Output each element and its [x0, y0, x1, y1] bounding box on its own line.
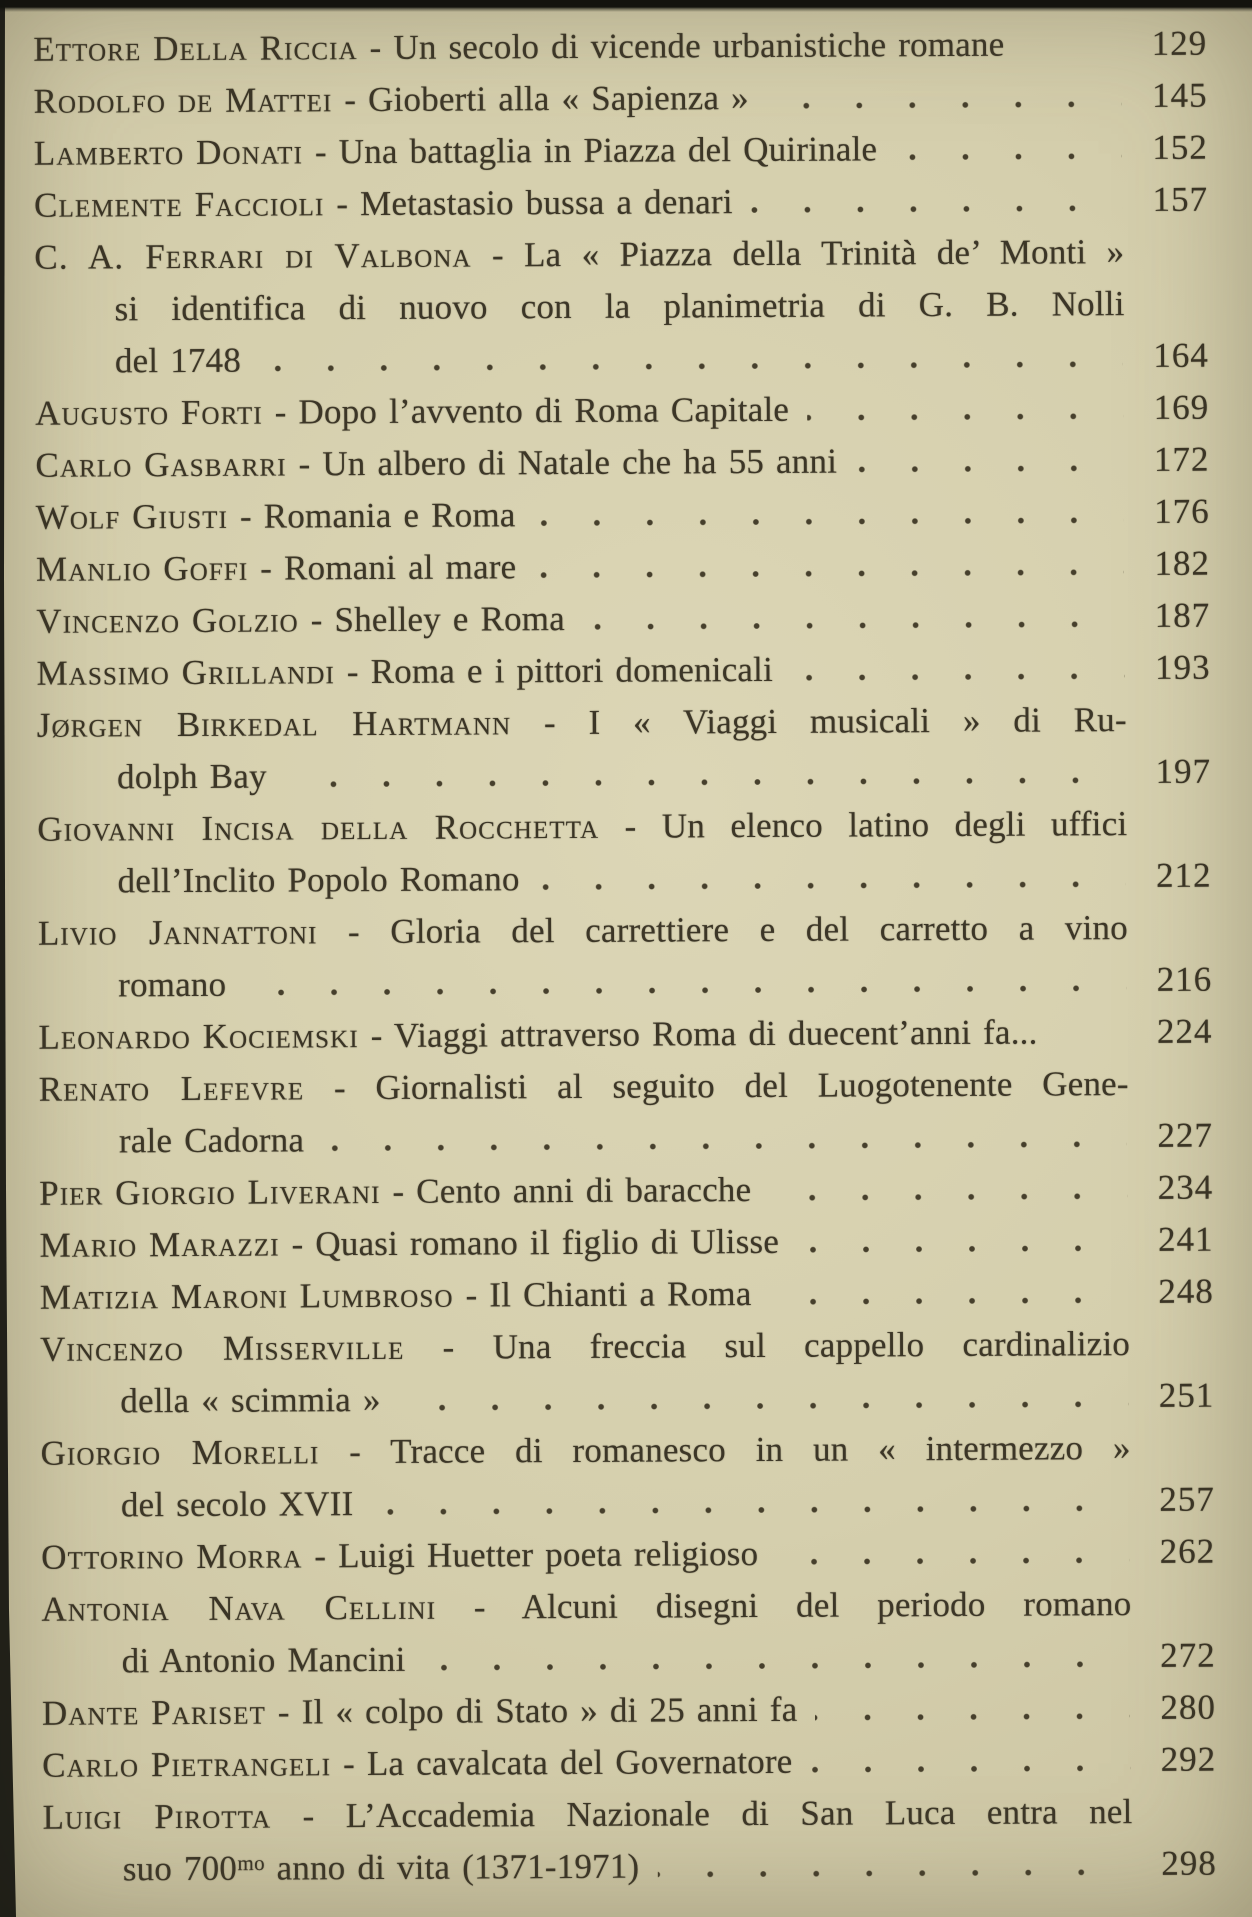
dot-leader [770, 1295, 1128, 1307]
toc-author: Wolf Giusti [35, 496, 229, 537]
toc-entry [36, 486, 1210, 544]
toc-author: Pier Giorgio Liverani [39, 1171, 381, 1213]
toc-line [119, 1110, 1213, 1168]
toc-line-text: dolph Bay [116, 756, 267, 797]
toc-author: Giovanni Incisa della Rocchetta [37, 806, 600, 849]
toc-line-text: Antonia Nava Cellini - Alcuni disegni del periodo romano [41, 1584, 1132, 1629]
toc-line-text: Livio Jannattoni - Gloria del carrettiere e del carretto a vino [37, 908, 1128, 953]
toc-author: Clemente Faccioli [33, 184, 325, 225]
page-number: 298 [1161, 1843, 1217, 1883]
toc-author: Massimo Grillandi [36, 652, 335, 693]
page-number: 280 [1160, 1687, 1217, 1727]
dot-leader [776, 1555, 1129, 1567]
dot-leader [583, 619, 1124, 632]
toc-entry [35, 434, 1209, 492]
dot-leader [767, 99, 1122, 111]
toc-entry [42, 1786, 1217, 1896]
toc-line [37, 694, 1211, 752]
toc-author: Antonia Nava Cellini [41, 1587, 437, 1629]
dot-leader [751, 203, 1122, 215]
toc-author: Vincenzo Golzio [36, 600, 299, 641]
toc-line [121, 1474, 1215, 1532]
dot-leader [285, 775, 1125, 789]
dot-leader [322, 1139, 1127, 1153]
toc-line-text: Massimo Grillandi - Roma e i pittori domenicali [36, 649, 774, 693]
toc-entry [41, 1526, 1215, 1584]
toc-line [41, 1578, 1215, 1636]
toc-author: C. A. Ferrari di Valbona [34, 235, 472, 277]
toc-entry [38, 1006, 1212, 1064]
toc-line-text: di Antonio Mancini [121, 1639, 406, 1681]
toc-line-text: Renato Lefevre - Giornalisti al seguito del Luogotenente Gene- [38, 1064, 1129, 1109]
page-number: 212 [1155, 855, 1212, 895]
toc-line [42, 1682, 1216, 1740]
toc-line-text: Carlo Gasbarri - Un albero di Natale che ha 55 anni [35, 441, 838, 485]
dot-leader [538, 879, 1126, 892]
toc-author: Dante Pariset [41, 1692, 267, 1733]
toc-line-text: Lamberto Donati - Una battaglia in Piazza del Quirinale [33, 129, 878, 173]
toc-line [34, 122, 1208, 180]
toc-entry [34, 122, 1208, 180]
toc-entry [37, 798, 1212, 908]
toc-line [123, 1838, 1217, 1896]
page-number: 224 [1156, 1011, 1213, 1051]
toc-line-text: Ottorino Morra - Luigi Huetter poeta religioso [41, 1534, 759, 1577]
toc-entry [39, 1162, 1213, 1220]
toc-line-text: del secolo XVII [120, 1484, 354, 1525]
dot-leader [371, 1503, 1128, 1517]
toc-line-text: Carlo Pietrangeli - La cavalcata del Governatore [42, 1741, 793, 1785]
toc-author: Matizia Maroni Lumbroso [39, 1275, 454, 1317]
toc-line-text: Luigi Pirotta - L’Accademia Nazionale di San Luca entra nel [42, 1792, 1133, 1837]
page-number: 164 [1153, 335, 1209, 375]
toc-author: Leonardo Kociemski [38, 1016, 359, 1057]
toc-author: Giorgio Morelli [40, 1432, 320, 1473]
page-number: 262 [1159, 1531, 1216, 1571]
toc-author: Ettore Della Riccia [33, 28, 358, 69]
toc-line [40, 1318, 1214, 1376]
toc-line [34, 226, 1208, 284]
toc-line [38, 1006, 1212, 1064]
toc-line-text: dell’Inclito Popolo Romano [117, 859, 520, 901]
toc-line [36, 486, 1210, 544]
toc-entry [40, 1422, 1215, 1532]
dot-leader [855, 463, 1123, 474]
dot-leader [807, 411, 1123, 423]
page-number: 187 [1154, 595, 1211, 635]
toc-line-text: Matizia Maroni Lumbroso - Il Chianti a Roma [39, 1274, 752, 1317]
toc-author: Livio Jannattoni [37, 912, 318, 953]
toc-entry [39, 1058, 1214, 1168]
dot-leader [259, 359, 1123, 374]
toc-line [34, 174, 1208, 232]
toc-line-text: suo 700ᵐᵒ anno di vita (1371-1971) [122, 1846, 640, 1889]
page-number: 257 [1159, 1479, 1215, 1519]
page-number: 152 [1152, 127, 1208, 167]
toc-line [122, 1630, 1216, 1688]
toc-line [115, 330, 1209, 388]
toc-entry [38, 902, 1213, 1012]
toc-line-text: Pier Giorgio Liverani - Cento anni di baracche [39, 1170, 752, 1213]
dot-leader [657, 1867, 1130, 1879]
toc-line-text: Ettore Della Riccia - Un secolo di vicende urbanistiche romane [33, 24, 1005, 69]
dot-leader [815, 1711, 1130, 1723]
toc-author: Manlio Goffi [35, 548, 249, 589]
toc-line-text: Mario Marazzi - Quasi romano il figlio di Ulisse [39, 1221, 780, 1265]
toc-author: Mario Marazzi [39, 1224, 280, 1265]
toc-author: Carlo Gasbarri [35, 444, 287, 485]
toc-entry [34, 174, 1208, 232]
toc-line [36, 538, 1210, 596]
toc-author: Augusto Forti [35, 392, 263, 433]
page-number: 234 [1157, 1167, 1214, 1207]
toc-line-text: Rodolfo de Mattei - Gioberti alla « Sapienza » [33, 78, 749, 121]
toc-line [118, 954, 1212, 1012]
toc-line [117, 746, 1211, 804]
toc-author: Luigi Pirotta [42, 1796, 272, 1837]
toc-line [41, 1526, 1215, 1584]
toc-line [33, 18, 1207, 76]
toc-line [117, 850, 1211, 908]
toc-line [39, 1214, 1213, 1272]
toc-line-text: Dante Pariset - Il « colpo di Stato » di 25 anni fa [41, 1689, 798, 1733]
toc-line-text: della « scimmia » [120, 1379, 381, 1421]
toc-entry [34, 226, 1209, 388]
toc-entry [40, 1266, 1214, 1324]
toc-line-text: Leonardo Kociemski - Viaggi attraverso Roma di duecent’anni fa... [38, 1012, 1038, 1057]
dot-leader [797, 1243, 1128, 1255]
toc-author: Jørgen Birkedal Hartmann [36, 703, 512, 745]
table-of-contents [0, 9, 1252, 1896]
toc-line-text: Giorgio Morelli - Tracce di romanesco in un « intermezzo » [40, 1428, 1131, 1473]
toc-line [42, 1786, 1216, 1844]
toc-entry [42, 1734, 1216, 1792]
page-number: 193 [1154, 647, 1211, 687]
toc-entry [39, 1214, 1213, 1272]
toc-line-text: Augusto Forti - Dopo l’avvento di Roma Capitale [35, 389, 790, 433]
toc-line [40, 1422, 1214, 1480]
toc-line [38, 902, 1212, 960]
page-number: 241 [1157, 1219, 1214, 1259]
dot-leader [244, 983, 1126, 998]
toc-line-text: si identifica di nuovo con la planimetria di G. B. Nolli [114, 284, 1125, 329]
toc-author: Rodolfo de Mattei [33, 80, 333, 121]
toc-line-text: Jørgen Birkedal Hartmann - I « Viaggi musicali » di Ru- [36, 700, 1127, 745]
toc-entry [35, 382, 1209, 440]
toc-line-text: rale Cadorna [118, 1120, 305, 1161]
toc-entry [37, 694, 1212, 804]
toc-line [33, 70, 1207, 128]
toc-author: Renato Lefevre [38, 1068, 305, 1109]
dot-leader [534, 567, 1124, 580]
toc-entry [36, 642, 1210, 700]
dot-leader [791, 671, 1125, 683]
page-number: 169 [1153, 387, 1210, 427]
dot-leader [1022, 47, 1121, 58]
page-number: 251 [1158, 1375, 1215, 1415]
toc-line-text: Wolf Giusti - Romania e Roma [35, 495, 516, 537]
toc-line [39, 1162, 1213, 1220]
toc-line [114, 278, 1208, 336]
toc-entry [36, 590, 1210, 648]
dot-leader [423, 1659, 1129, 1673]
toc-line [36, 590, 1210, 648]
toc-author: Ottorino Morra [41, 1536, 303, 1577]
toc-line [42, 1734, 1216, 1792]
page-number: 292 [1160, 1739, 1217, 1779]
toc-line-text: Vincenzo Misserville - Una freccia sul cappello cardinalizio [39, 1324, 1131, 1369]
page-number: 227 [1157, 1115, 1214, 1155]
toc-line [35, 434, 1209, 492]
toc-line-text: Clemente Faccioli - Metastasio bussa a denari [33, 182, 733, 225]
toc-entry [33, 70, 1207, 128]
toc-line-text: romano [118, 964, 227, 1005]
page-number: 182 [1154, 543, 1211, 583]
toc-line [39, 1058, 1213, 1116]
page-number: 172 [1153, 439, 1210, 479]
toc-line-text: del 1748 [114, 340, 242, 381]
toc-entry [42, 1682, 1216, 1740]
toc-author: Lamberto Donati [33, 132, 304, 173]
page-number: 145 [1151, 75, 1208, 115]
page-number: 216 [1156, 959, 1213, 999]
toc-line [37, 798, 1211, 856]
toc-line-text: C. A. Ferrari di Valbona - La « Piazza della Trinità de’ Monti » [34, 232, 1125, 277]
toc-line-text: Vincenzo Golzio - Shelley e Roma [36, 599, 566, 641]
toc-entry [33, 18, 1207, 76]
page-number: 197 [1155, 751, 1212, 791]
toc-entry [40, 1318, 1215, 1428]
toc-entry [36, 538, 1210, 596]
dot-leader [534, 515, 1124, 528]
toc-author: Vincenzo Misserville [39, 1327, 405, 1369]
page-number: 272 [1160, 1635, 1216, 1675]
page-number: 248 [1158, 1271, 1214, 1311]
toc-author: Carlo Pietrangeli [42, 1744, 332, 1785]
page-number: 176 [1154, 491, 1210, 531]
toc-line [35, 382, 1209, 440]
dot-leader [399, 1399, 1129, 1413]
dot-leader [811, 1763, 1131, 1775]
toc-line [120, 1370, 1214, 1428]
dot-leader [1056, 1035, 1127, 1045]
dot-leader [895, 151, 1122, 162]
toc-entry [41, 1578, 1216, 1688]
dot-leader [769, 1191, 1127, 1203]
toc-line-text: Giovanni Incisa della Rocchetta - Un elenco latino degli uffici [37, 804, 1128, 849]
toc-line [36, 642, 1210, 700]
page-number: 129 [1151, 23, 1208, 63]
toc-line-text: Manlio Goffi - Romani al mare [35, 547, 517, 589]
toc-line [40, 1266, 1214, 1324]
page-number: 157 [1152, 179, 1209, 219]
